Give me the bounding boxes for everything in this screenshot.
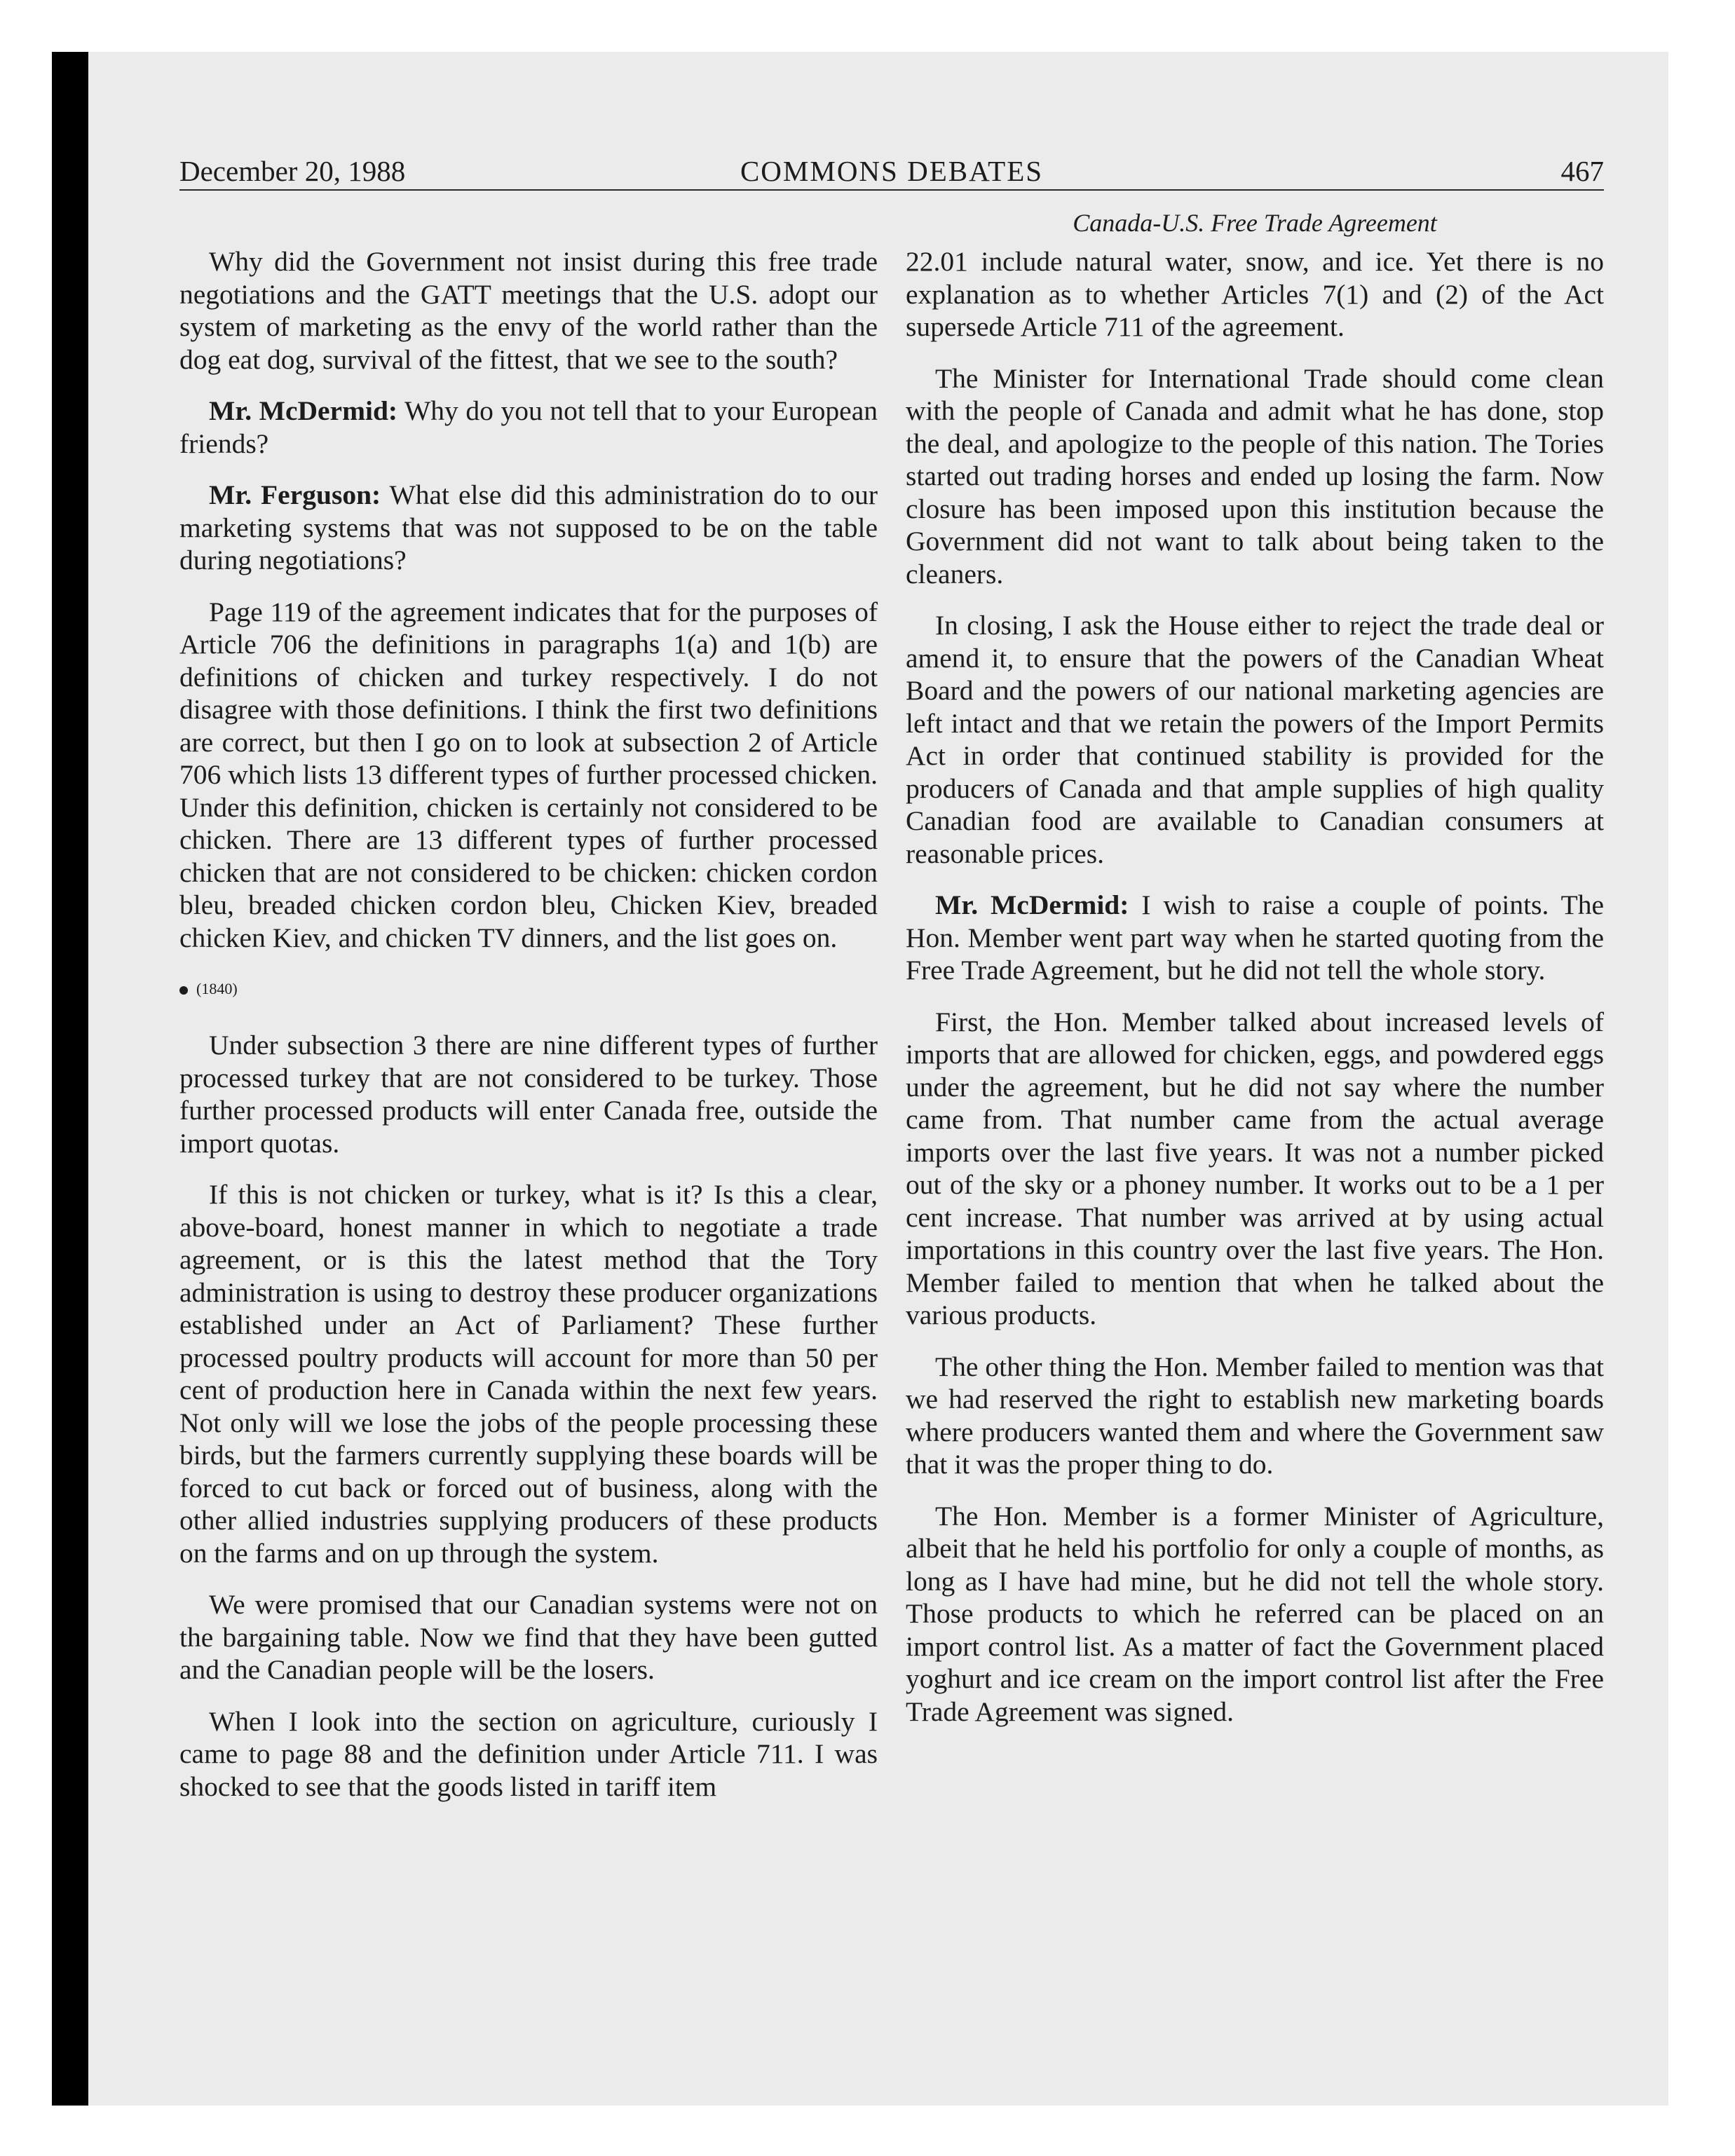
paragraph: Why did the Government not insist during this free trade negotiations and the GATT meetings that the U.S. adopt our system of marketing as the envy of the world rather than the dog eat dog, survival of the fittest, that we see to the south? [179,246,878,375]
paragraph: First, the Hon. Member talked about increased levels of imports that are allowed for chicken, eggs, and powdered eggs under the agreement, but he did not say where the number came from. That number came from the actual average imports over the last five years. It was not a number picked out of the sky or a phoney number. It works out to be a 1 per cent increase. That number was arrived at by using actual importations in this country over the last five years. The Hon. Member failed to mention that when he talked about the various products. [906,1006,1604,1330]
right-column [906,245,1604,1747]
section-subheading: Canada-U.S. Free Trade Agreement [1073,209,1437,237]
paragraph [179,395,878,460]
speaker-name: Mr. McDermid: [935,889,1129,920]
speaker-name: Mr. McDermid: [209,395,398,426]
running-header [179,153,1604,189]
header-publication: COMMONS DEBATES [740,155,1044,187]
paragraph [179,479,878,577]
paragraph: Under subsection 3 there are nine different types of further processed turkey that are not considered to be turkey. Those further processed products will enter Canada free, outside the import quotas. [179,1030,878,1159]
header-rule [179,189,1604,191]
paragraph: If this is not chicken or turkey, what is it? Is this a clear, above-board, honest manner in which to negotiate a trade agreement, or is this the latest method that the Tory administration is using to destroy these producer organizations established under an Act of Parliament? These further processed poultry products will account for more than 50 per cent of production here in Canada within the next few years. Not only will we lose the jobs of the people processing these birds, but the farmers currently supplying these boards will be forced to cut back or forced out of business, along with the other allied industries supplying producers of these products on the farms and on up through the system. [179,1179,878,1569]
speech-text: I wish to raise a couple of points. The Hon. Member went part way when he started quoting from the Free Trade Agreement, but he did not tell the whole story. [906,889,1605,985]
time-marker-text: (1840) [196,980,238,997]
paragraph: 22.01 include natural water, snow, and ice. Yet there is no explanation as to whether Articles 7(1) and (2) of the Act supersede Article 711 of the agreement. [906,246,1604,342]
time-marker [179,973,878,1005]
page-number: 467 [1560,155,1604,187]
paragraph [906,889,1604,987]
paragraph: In closing, I ask the House either to reject the trade deal or amend it, to ensure that the powers of the Canadian Wheat Board and the powers of our national marketing agencies are left intact and that we retain the powers of the Import Permits Act in order that continued stability is provided for the producers of Canada and that ample supplies of high quality Canadian food are available to Canadian consumers at reasonable prices. [906,610,1604,869]
speech-text: What else did this administration do to our marketing systems that was not supposed to be on the table during negotiations? [179,479,878,575]
paragraph: We were promised that our Canadian systems were not on the bargaining table. Now we find that they have been gutted and the Canadian people will be the losers. [179,1589,878,1685]
header-date: December 20, 1988 [179,155,406,187]
paragraph: The other thing the Hon. Member failed to mention was that we had reserved the right to establish new marketing boards where producers wanted them and where the Government saw that it was the proper thing to do. [906,1351,1604,1480]
speech-text: Why do you not tell that to your European friends? [179,395,878,459]
speaker-name: Mr. Ferguson: [209,479,381,510]
paragraph: The Hon. Member is a former Minister of Agriculture, albeit that he held his portfolio for only a couple of months, as long as I have had mine, but he did not tell the whole story. Those products to which he referred can be placed on an import control list. As a matter of fact the Government placed yoghurt and ice cream on the import control list after the Free Trade Agreement was signed. [906,1500,1604,1727]
paragraph: The Minister for International Trade should come clean with the people of Canada and admit what he has done, stop the deal, and apologize to the people of this nation. The Tories started out trading horses and ended up losing the farm. Now closure has been imposed upon this institution because the Government did not want to talk about being taken to the cleaners. [906,362,1604,589]
left-column [179,245,878,1822]
paragraph: Page 119 of the agreement indicates that for the purposes of Article 706 the definitions in paragraphs 1(a) and 1(b) are definitions of chicken and turkey respectively. I do not disagree with those definitions. I think the first two definitions are correct, but then I go on to look at subsection 2 of Article 706 which lists 13 different types of further processed chicken. Under this definition, chicken is certainly not considered to be chicken. There are 13 different types of further processed chicken that are not considered to be chicken: chicken cordon bleu, breaded chicken cordon bleu, Chicken Kiev, breaded chicken Kiev, and chicken TV dinners, and the list goes on. [179,596,878,953]
paragraph: When I look into the section on agriculture, curiously I came to page 88 and the definition under Article 711. I was shocked to see that the goods listed in tariff item [179,1705,878,1802]
bullet-icon [179,986,188,995]
